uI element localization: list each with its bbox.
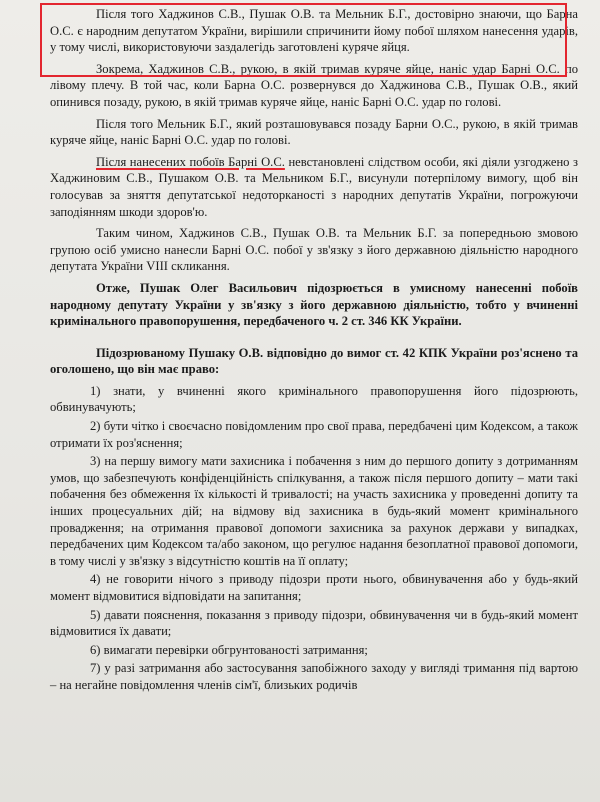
paragraph-rights-intro — [50, 345, 578, 378]
right-item-4: 4) не говорити нічого з приводу підозри проти нього, обвинувачення або у будь-який момент відмовитися відповідати на запитання; — [50, 572, 578, 603]
paragraph-second-blow: Після того Мельник Б.Г., який розташовувався позаду Барни О.С., рукою, в якій тримав куряче яйце, наніс Барні О.С. удар по голові. — [50, 116, 578, 148]
paragraph-demand — [50, 154, 578, 220]
rights-intro-text: Підозрюваному Пушаку О.В. відповідно до вимог ст. 42 КПК України роз'яснено та оголошено, що він має право: — [50, 345, 578, 377]
paragraph-summary: Таким чином, Хаджинов С.В., Пушак О.В. та Мельник Б.Г. за попередньою змовою групою осіб умисно нанесли Барні О.С. побої у зв'язку з його державною діяльністю народного депутата України VIII скликання. — [50, 226, 578, 274]
right-item-3: 3) на першу вимогу мати захисника і побачення з ним до першого допиту з дотриманням умов, що забезпечують конфіденційність спілкування, а також після першого допиту – мати такі побачення без обмеження їх кількості й тривалості; на участь захисника у проведенні допиту та інших процесуальних дій; на відмову від захисника в будь-який момент кримінального провадження; на отримання правової допомоги захисника за рахунок держави у випадках, передбачених цим Кодексом та/або законом, що регулює надання безоплатної правової допомоги, в тому числі у зв'язку з відсутністю коштів на її оплату; — [50, 454, 578, 568]
right-item-2: 2) бути чітко і своєчасно повідомленим про свої права, передбачені цим Кодексом, а також отримати їх роз'яснення; — [50, 419, 578, 450]
right-item-6: 6) вимагати перевірки обгрунтованості затримання; — [90, 642, 368, 657]
right-item-5: 5) давати пояснення, показання з приводу підозри, обвинувачення чи в будь-який момент відмовитися їх давати; — [50, 607, 578, 639]
section-gap — [50, 335, 578, 345]
paragraph-first-blow: Зокрема, Хаджинов С.В., рукою, в якій тримав куряче яйце, наніс удар Барні О.С. по лівому плечу. В той час, коли Барна О.С. розвернувся до Хаджинова С.В., Пушак О.В., який опинився позаду, рукою, в якій тримав куряче яйце, наніс Барні О.С. удар по голові. — [50, 61, 578, 109]
right-item-1: 1) знати, у вчиненні якого кримінального правопорушення його підозрюють, обвинувачують; — [50, 383, 578, 415]
document-body — [50, 6, 578, 696]
paragraph-intent: Після того Хаджинов С.В., Пушак О.В. та Мельник Б.Г., достовірно знаючи, що Барна О.С. є народним депутатом України, вирішили спричинити йому побої шляхом нанесення ударів, у тому числі, використовуючи заздалегідь заготовлені куряче яйця. — [50, 7, 578, 55]
paragraph-suspicion: Отже, Пушак Олег Васильович підозрюється в умисному нанесенні побоїв народному депутату України у зв'язку з його державною діяльністю, тобто у вчиненні кримінального правопорушення, передбаченого ч. 2 ст. 346 КК України. — [50, 280, 578, 329]
paragraph-demand-text: невстановлені слідством особи, які діяли узгоджено з Хаджиновим С.В., Пушаком О.В. та Мельником Б.Г., висунули потерпілому вимогу, щоб він голосував за зняття депутатської недоторканості з народних депутатів України, погрожуючи заподіянням шкоди здоров'ю. — [50, 154, 578, 219]
underlined-phrase: Після нанесених побоїв Барні О.С. — [96, 154, 285, 169]
right-item-7: 7) у разі затримання або застосування запобіжного заходу у вигляді тримання під вартою – на негайне повідомлення членів сім'ї, близьких родичів — [50, 661, 578, 692]
